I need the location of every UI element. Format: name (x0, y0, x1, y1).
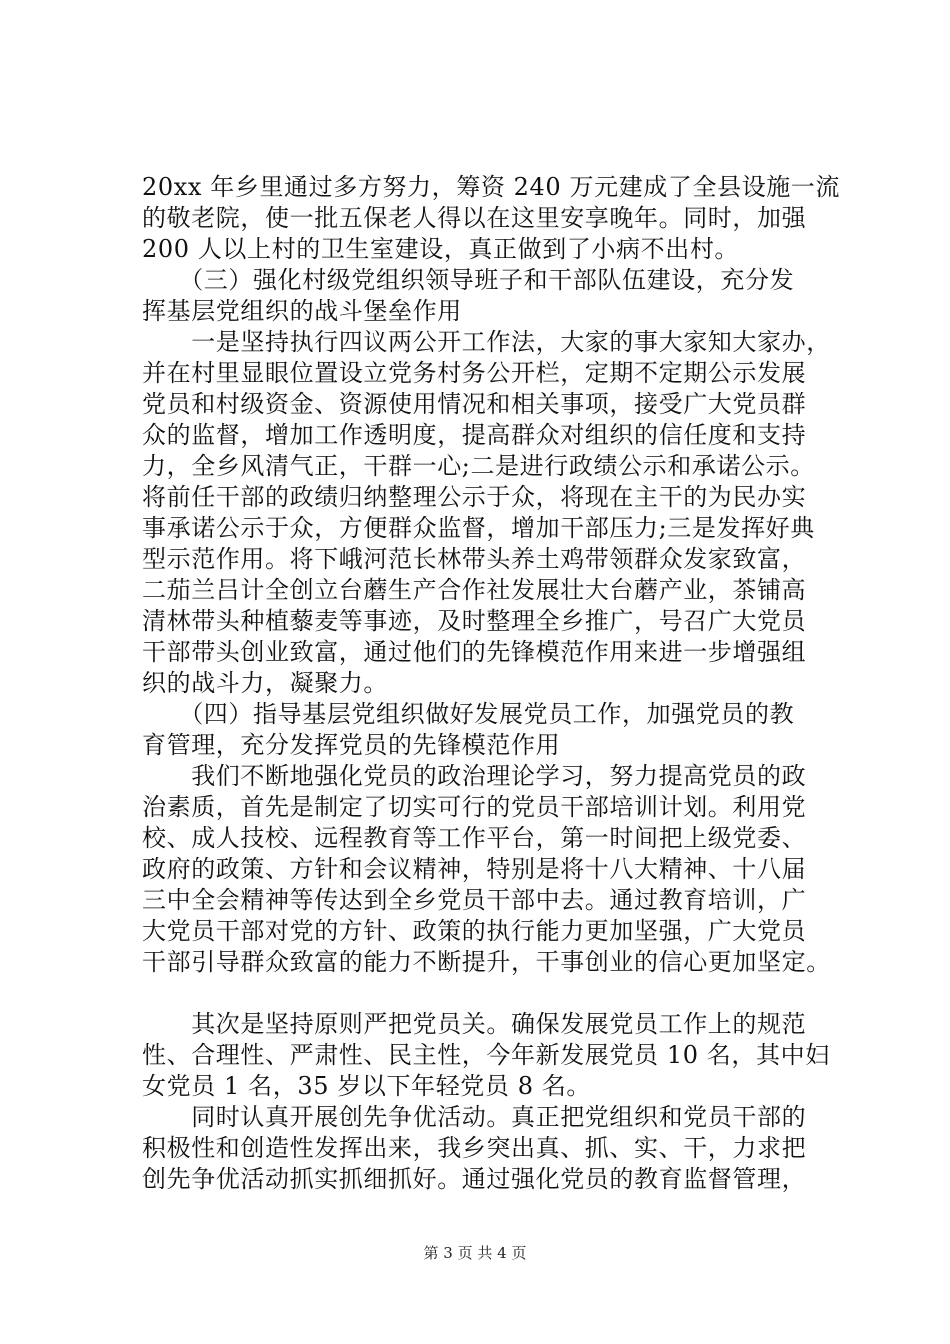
blank-line (142, 978, 832, 1009)
text-line: 积极性和创造性发挥出来，我乡突出真、抓、实、干，力求把 (142, 1134, 807, 1162)
text-line: 干部带头创业致富，通过他们的先锋模范作用来进一步增强组 (142, 638, 807, 666)
text-line: 校、成人技校、远程教育等工作平台，第一时间把上级党委、 (142, 824, 807, 852)
text-line: 力，全乡风清气正，干群一心;二是进行政绩公示和承诺公示。 (142, 452, 815, 480)
text-line: 二茄兰吕计全创立台蘑生产合作社发展壮大台蘑产业，茶铺高 (142, 576, 807, 604)
text-line: 党员和村级资金、资源使用情况和相关事项，接受广大党员群 (142, 390, 807, 418)
text-line: 干部引导群众致富的能力不断提升，干事创业的信心更加坚定。 (142, 948, 831, 976)
text-line: 治素质，首先是制定了切实可行的党员干部培训计划。利用党 (142, 793, 807, 821)
text-line: 的敬老院，使一批五保老人得以在这里安享晚年。同时，加强 (142, 204, 807, 232)
text-line: 清林带头种植藜麦等事迹，及时整理全乡推广，号召广大党员 (142, 607, 807, 635)
text-line: 挥基层党组织的战斗堡垒作用 (142, 297, 462, 325)
text-line: 我们不断地强化党员的政治理论学习，努力提高党员的政 (142, 762, 807, 790)
text-line: 型示范作用。将下峨河范长林带头养土鸡带领群众发家致富， (142, 545, 807, 573)
text-line: 其次是坚持原则严把党员关。确保发展党员工作上的规范 (142, 1010, 807, 1038)
text-line: 将前任干部的政绩归纳整理公示于众，将现在主干的为民办实 (142, 483, 807, 511)
text-line: 女党员 1 名，35 岁以下年轻党员 8 名。 (142, 1072, 592, 1100)
text-line: 创先争优活动抓实抓细抓好。通过强化党员的教育监督管理， (142, 1165, 807, 1193)
text-line: 事承诺公示于众，方便群众监督，增加干部压力;三是发挥好典 (142, 514, 815, 542)
text-line: 织的战斗力，凝聚力。 (142, 669, 388, 697)
text-line: 政府的政策、方针和会议精神，特别是将十八大精神、十八届 (142, 855, 807, 883)
text-line: 一是坚持执行四议两公开工作法，大家的事大家知大家办， (142, 328, 831, 356)
page-footer: 第 3 页 共 4 页 (423, 1244, 527, 1262)
document-body (142, 172, 841, 1195)
text-line: 育管理，充分发挥党员的先锋模范作用 (142, 731, 561, 759)
text-line: 性、合理性、严肃性、民主性，今年新发展党员 10 名，其中妇 (142, 1041, 830, 1069)
text-line: 200 人以上村的卫生室建设，真正做到了小病不出村。 (142, 235, 740, 263)
text-line: 众的监督，增加工作透明度，提高群众对组织的信任度和支持 (142, 421, 807, 449)
text-line: 同时认真开展创先争优活动。真正把党组织和党员干部的 (142, 1103, 807, 1131)
text-line: （四）指导基层党组织做好发展党员工作，加强党员的教 (142, 700, 795, 728)
text-line: 20xx 年乡里通过多方努力，筹资 240 万元建成了全县设施一流 (142, 173, 841, 201)
text-line: 大党员干部对党的方针、政策的执行能力更加坚强，广大党员 (142, 917, 807, 945)
text-line: 三中全会精神等传达到全乡党员干部中去。通过教育培训，广 (142, 886, 807, 914)
text-line: 并在村里显眼位置设立党务村务公开栏，定期不定期公示发展 (142, 359, 807, 387)
text-line: （三）强化村级党组织领导班子和干部队伍建设，充分发 (142, 266, 795, 294)
